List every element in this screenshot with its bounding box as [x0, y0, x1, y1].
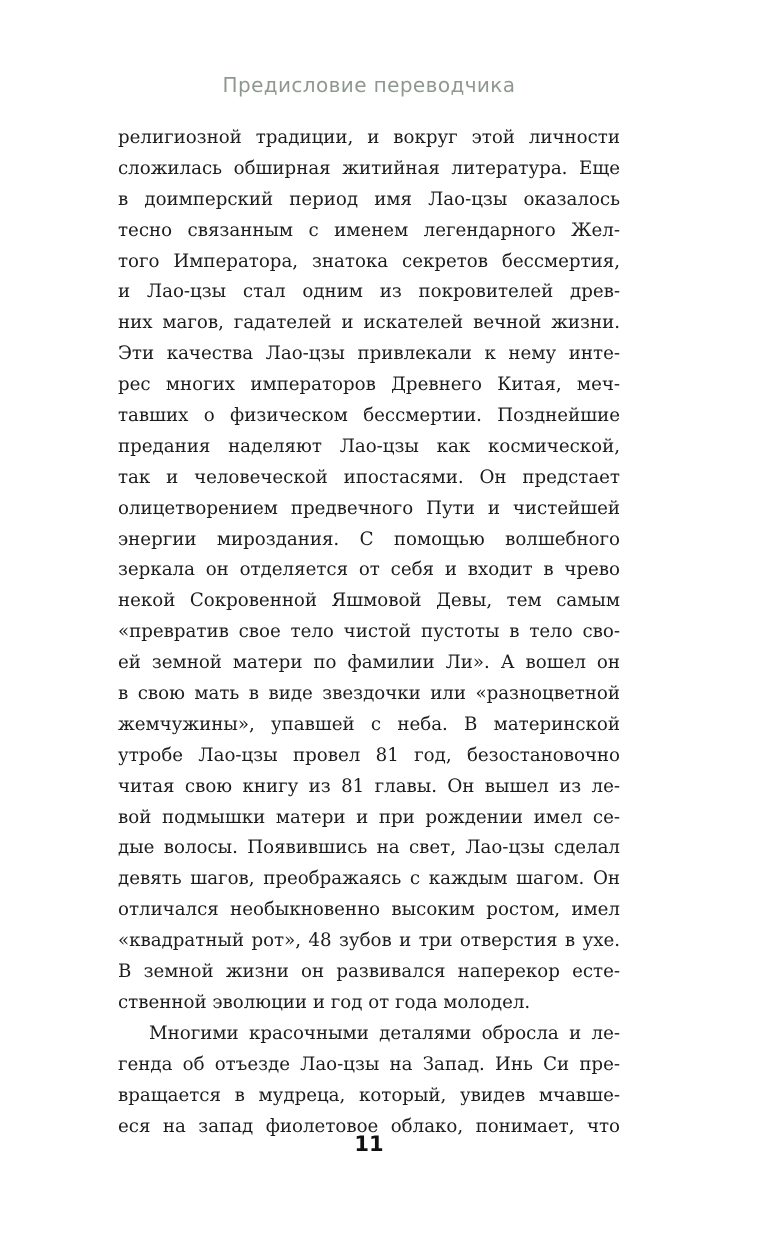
running-head: Предисловие переводчика	[222, 73, 516, 97]
text-line: генда об отъезде Лао-цзы на Запад. Инь Си пре-	[118, 1053, 620, 1075]
text-line: «превратив свое тело чистой пустоты в тело сво-	[118, 621, 620, 643]
text-line: и Лао-цзы стал одним из покровителей древ-	[118, 281, 620, 303]
text-line: «квадратный рот», 48 зубов и три отверстия в ухе.	[118, 930, 620, 952]
text-line: сложилась обширная житийная литература. Еще	[118, 157, 620, 179]
text-line: вой подмышки матери и при рождении имел се-	[118, 806, 620, 828]
text-line: утробе Лао-цзы провел 81 год, безостановочно	[118, 744, 620, 766]
text-line: Многими красочными деталями обросла и ле-	[149, 1022, 620, 1044]
text-line: Эти качества Лао-цзы привлекали к нему инте-	[118, 343, 620, 365]
text-line: религиозной традиции, и вокруг этой личности	[118, 127, 620, 148]
text-line: них магов, гадателей и искателей вечной жизни.	[118, 312, 620, 334]
text-line: того Императора, знатока секретов бессмертия,	[118, 250, 620, 272]
paragraph-2	[118, 1019, 620, 1143]
text-line: зеркала он отделяется от себя и входит в чрево	[118, 559, 620, 581]
text-line: девять шагов, преображаясь с каждым шагом. Он	[118, 868, 620, 890]
paragraph-1	[118, 123, 620, 1019]
text-line: ственной эволюции и год от года молодел.	[118, 991, 531, 1013]
text-line: энергии мироздания. С помощью волшебного	[118, 528, 620, 550]
body-text	[118, 123, 620, 1142]
text-line: читая свою книгу из 81 главы. Он вышел из ле-	[118, 775, 620, 797]
text-line: тесно связанным с именем легендарного Жел-	[118, 219, 620, 241]
page-number: 11	[354, 1132, 384, 1156]
text-line: предания наделяют Лао-цзы как космической,	[118, 435, 620, 457]
text-line: некой Сокровенной Яшмовой Девы, тем самым	[118, 590, 620, 612]
text-line: еся на запад фиолетовое облако, понимает, что	[118, 1115, 620, 1137]
text-line: тавших о физическом бессмертии. Позднейшие	[118, 405, 620, 427]
text-line: олицетворением предвечного Пути и чистейшей	[118, 497, 620, 519]
text-line: так и человеческой ипостасями. Он предстает	[118, 466, 620, 488]
text-line: В земной жизни он развивался наперекор есте-	[118, 961, 620, 983]
text-line: дые волосы. Появившись на свет, Лао-цзы сделал	[118, 837, 620, 859]
text-line: в доимперский период имя Лао-цзы оказалось	[118, 188, 620, 210]
text-line: жемчужины», упавшей с неба. В материнской	[118, 713, 620, 735]
text-line: в свою мать в виде звездочки или «разноцветной	[118, 683, 620, 705]
text-line: отличался необыкновенно высоким ростом, имел	[118, 899, 620, 921]
text-line: вращается в мудреца, который, увидев мчавше-	[118, 1084, 620, 1106]
text-line: ей земной матери по фамилии Ли». А вошел он	[118, 652, 620, 674]
text-line: рес многих императоров Древнего Китая, меч-	[118, 374, 620, 396]
